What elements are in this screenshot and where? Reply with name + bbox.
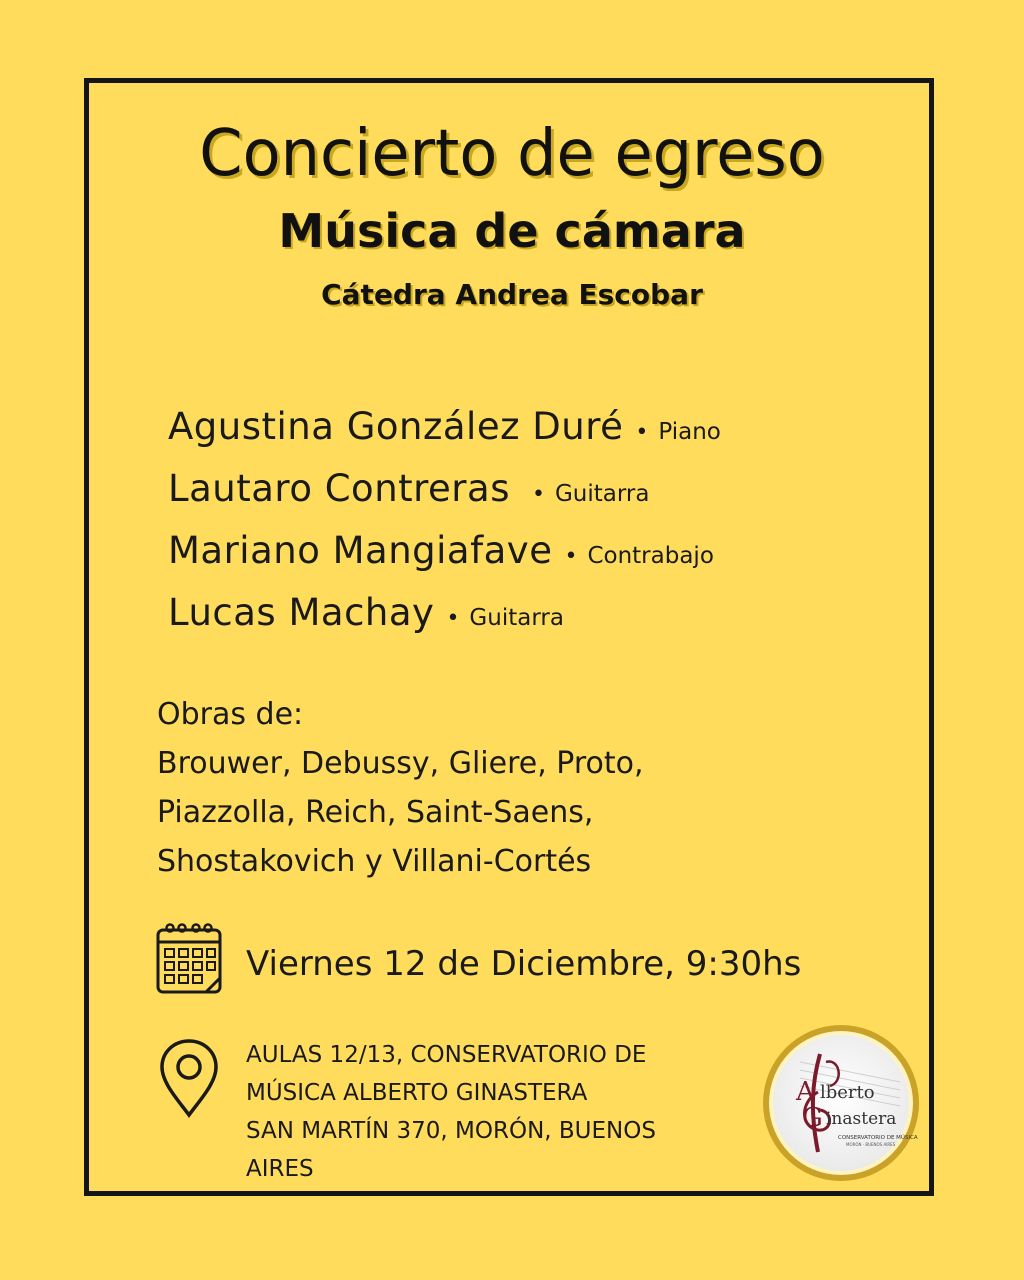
performer-row xyxy=(168,591,721,653)
bullet: • xyxy=(635,420,649,445)
bullet: • xyxy=(564,544,578,569)
location-pin-icon xyxy=(158,1038,220,1118)
logo-initial-a: A xyxy=(796,1077,815,1107)
performer-instrument: Piano xyxy=(658,419,721,445)
calendar-icon xyxy=(156,922,222,996)
logo-caption: CONSERVATORIO DE MÚSICA xyxy=(838,1135,918,1141)
logo-line2: inastera xyxy=(826,1109,897,1129)
performer-row xyxy=(168,529,721,591)
works-line: Brouwer, Debussy, Gliere, Proto, xyxy=(157,746,644,781)
performer-name: Lucas Machay xyxy=(168,591,435,634)
works-line: Piazzolla, Reich, Saint-Saens, xyxy=(157,795,594,830)
performer-instrument: Guitarra xyxy=(554,481,650,507)
performer-instrument: Contrabajo xyxy=(587,543,714,569)
works-section xyxy=(157,690,644,886)
event-date: Viernes 12 de Diciembre, 9:30hs xyxy=(246,944,802,984)
bullet: • xyxy=(531,482,545,507)
poster-subtitle: Música de cámara xyxy=(278,204,746,258)
works-heading: Obras de: xyxy=(157,697,304,732)
address-line: AIRES xyxy=(246,1156,314,1182)
works-line: Shostakovich y Villani-Cortés xyxy=(157,844,592,879)
catedra-line: Cátedra Andrea Escobar xyxy=(321,278,703,311)
address-line: SAN MARTÍN 370, MORÓN, BUENOS xyxy=(246,1118,656,1144)
address-line: MÚSICA ALBERTO GINASTERA xyxy=(246,1080,588,1106)
conservatory-logo xyxy=(760,1022,922,1184)
logo-line1: lberto xyxy=(820,1082,875,1103)
performers-list xyxy=(168,405,721,653)
logo-small: MORÓN · BUENOS AIRES xyxy=(846,1142,896,1147)
performer-row xyxy=(168,405,721,467)
address-line: AULAS 12/13, CONSERVATORIO DE xyxy=(246,1042,647,1068)
performer-name: Mariano Mangiafave xyxy=(168,529,553,572)
event-address xyxy=(246,1036,656,1188)
performer-row xyxy=(168,467,721,529)
bullet: • xyxy=(446,606,460,631)
performer-name: Agustina González Duré xyxy=(168,405,624,448)
poster-title: Concierto de egreso xyxy=(199,117,825,191)
performer-instrument: Guitarra xyxy=(469,605,564,631)
logo-initial-g: G xyxy=(802,1103,823,1133)
performer-name: Lautaro Contreras xyxy=(168,467,510,510)
